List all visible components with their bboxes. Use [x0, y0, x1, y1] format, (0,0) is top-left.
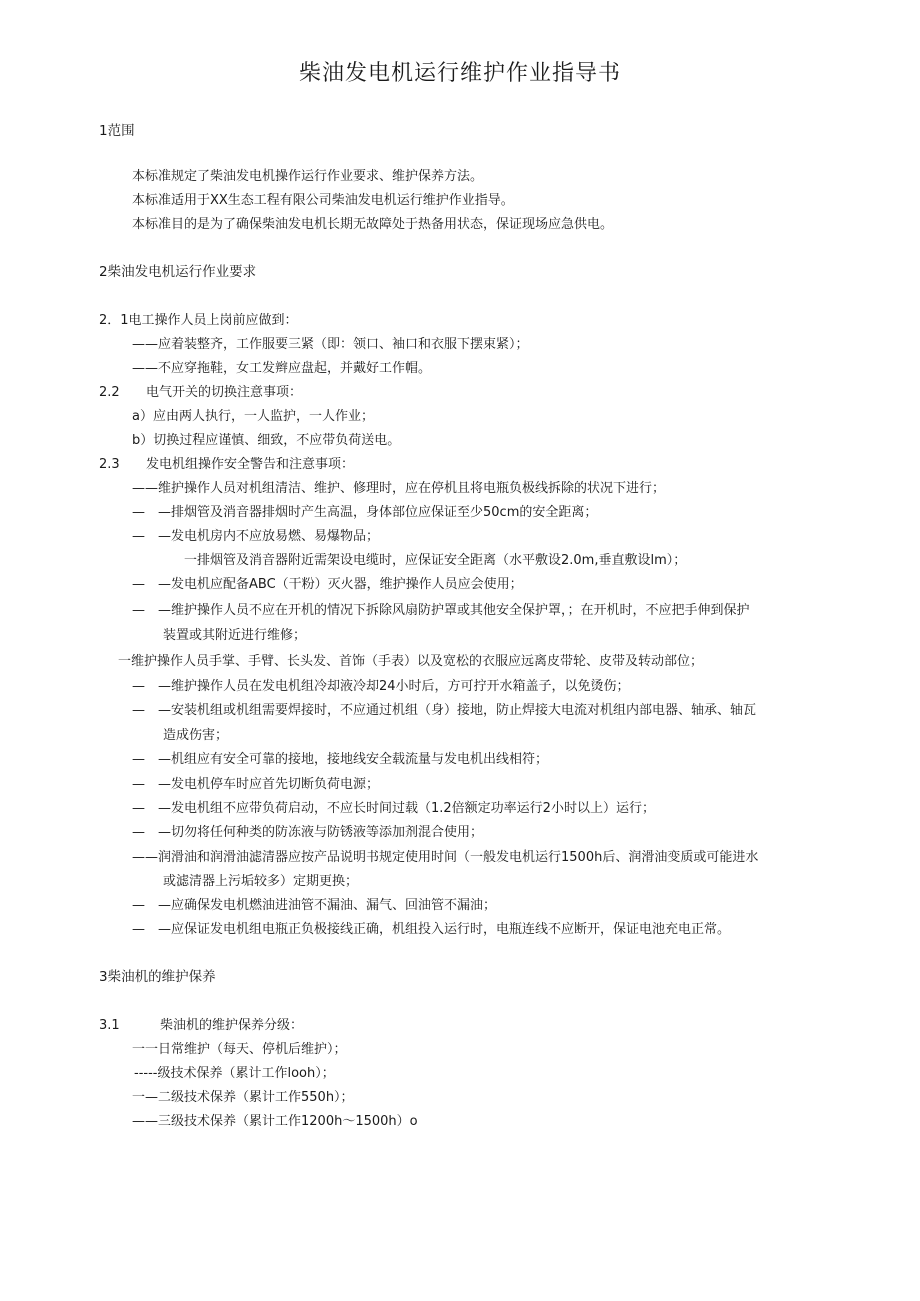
- list-item: — —排烟管及消音器排烟时产生高温，身体部位应保证至少50cm的安全距离；: [132, 505, 598, 520]
- list-item: — —应确保发电机燃油进油管不漏油、漏气、回油管不漏油；: [132, 898, 497, 913]
- list-item: — —切勿将任何种类的防冻液与防锈液等添加剂混合使用；: [132, 825, 484, 840]
- subsection-2-3-number: 2.3: [99, 457, 120, 472]
- list-item: ——应着装整齐，工作服要三紧（即：领口、袖口和衣服下摆束紧）；: [132, 337, 529, 352]
- subsection-2-3-title: 发电机组操作安全警告和注意事项：: [146, 457, 355, 472]
- list-item: ——三级技术保养（累计工作1200h～1500h）o: [132, 1114, 418, 1129]
- list-item: — —安装机组或机组需要焊接时，不应通过机组（身）接地，防止焊接大电流对机组内部电器、轴承、轴瓦: [132, 703, 757, 718]
- list-item-continuation: 造成伤害；: [163, 728, 229, 743]
- subsection-2-2-number: 2.2: [99, 385, 120, 400]
- list-item: — —发电机组不应带负荷启动，不应长时间过载（1.2倍额定功率运行2小时以上）运行；: [132, 801, 655, 816]
- list-item: 一—二级技术保养（累计工作550h）；: [132, 1090, 354, 1105]
- section-1-heading: 1范围: [99, 123, 135, 139]
- subsection-2-1-title: 2．1电工操作人员上岗前应做到：: [99, 313, 298, 328]
- list-item: 一一日常维护（每天、停机后维护）；: [132, 1042, 347, 1057]
- list-item-continuation: 或滤清器上污垢较多）定期更换；: [163, 874, 359, 889]
- subsection-3-1-number: 3.1: [99, 1018, 120, 1033]
- list-item: 一排烟管及消音器附近需架设电缆时，应保证安全距离（水平敷设2.0m,垂直敷设lm）；: [184, 553, 687, 568]
- list-item: — —维护操作人员不应在开机的情况下拆除风扇防护罩或其他安全保护罩，；在开机时，不应把手伸到保护: [132, 603, 750, 618]
- subsection-3-1-title: 柴油机的维护保养分级：: [160, 1018, 304, 1033]
- paragraph: 本标准适用于XX生态工程有限公司柴油发电机运行维护作业指导。: [132, 193, 514, 208]
- section-2-heading: 2柴油发电机运行作业要求: [99, 264, 257, 280]
- list-item: — —发电机停车时应首先切断负荷电源；: [132, 777, 380, 792]
- list-item: — —发电机应配备ABC（干粉）灭火器，维护操作人员应会使用；: [132, 577, 523, 592]
- subsection-2-2-title: 电气开关的切换注意事项：: [146, 385, 303, 400]
- list-item: 一维护操作人员手掌、手臂、长头发、首饰（手表）以及宽松的衣服应远离皮带轮、皮带及转动部位；: [118, 654, 704, 669]
- list-item: ——维护操作人员对机组清洁、维护、修理时，应在停机且将电瓶负极线拆除的状况下进行；: [132, 481, 666, 496]
- paragraph: 本标准目的是为了确保柴油发电机长期无故障处于热备用状态，保证现场应急供电。: [132, 217, 614, 232]
- list-item: ——润滑油和润滑油滤清器应按产品说明书规定使用时间（一般发电机运行1500h后、润滑油变质或可能进水: [132, 850, 759, 865]
- list-item: ——不应穿拖鞋，女工发辫应盘起，并戴好工作帽。: [132, 361, 432, 376]
- paragraph: 本标准规定了柴油发电机操作运行作业要求、维护保养方法。: [132, 169, 484, 184]
- document-title: 柴油发电机运行维护作业指导书: [298, 61, 621, 86]
- list-item: b）切换过程应谨慎、细致，不应带负荷送电。: [132, 433, 401, 448]
- list-item: -----级技术保养（累计工作looh）；: [134, 1066, 335, 1081]
- list-item: a）应由两人执行，一人监护，一人作业；: [132, 409, 374, 424]
- list-item: — —机组应有安全可靠的接地，接地线安全载流量与发电机出线相符；: [132, 752, 549, 767]
- list-item: — —维护操作人员在发电机组冷却液冷却24小时后，方可拧开水箱盖子，以免烫伤；: [132, 679, 630, 694]
- list-item: — —发电机房内不应放易燃、易爆物品；: [132, 529, 380, 544]
- section-3-heading: 3柴油机的维护保养: [99, 969, 216, 985]
- list-item: — —应保证发电机组电瓶正负极接线正确，机组投入运行时，电瓶连线不应断开，保证电池充电正常。: [132, 922, 731, 937]
- list-item-continuation: 装置或其附近进行维修；: [163, 628, 307, 643]
